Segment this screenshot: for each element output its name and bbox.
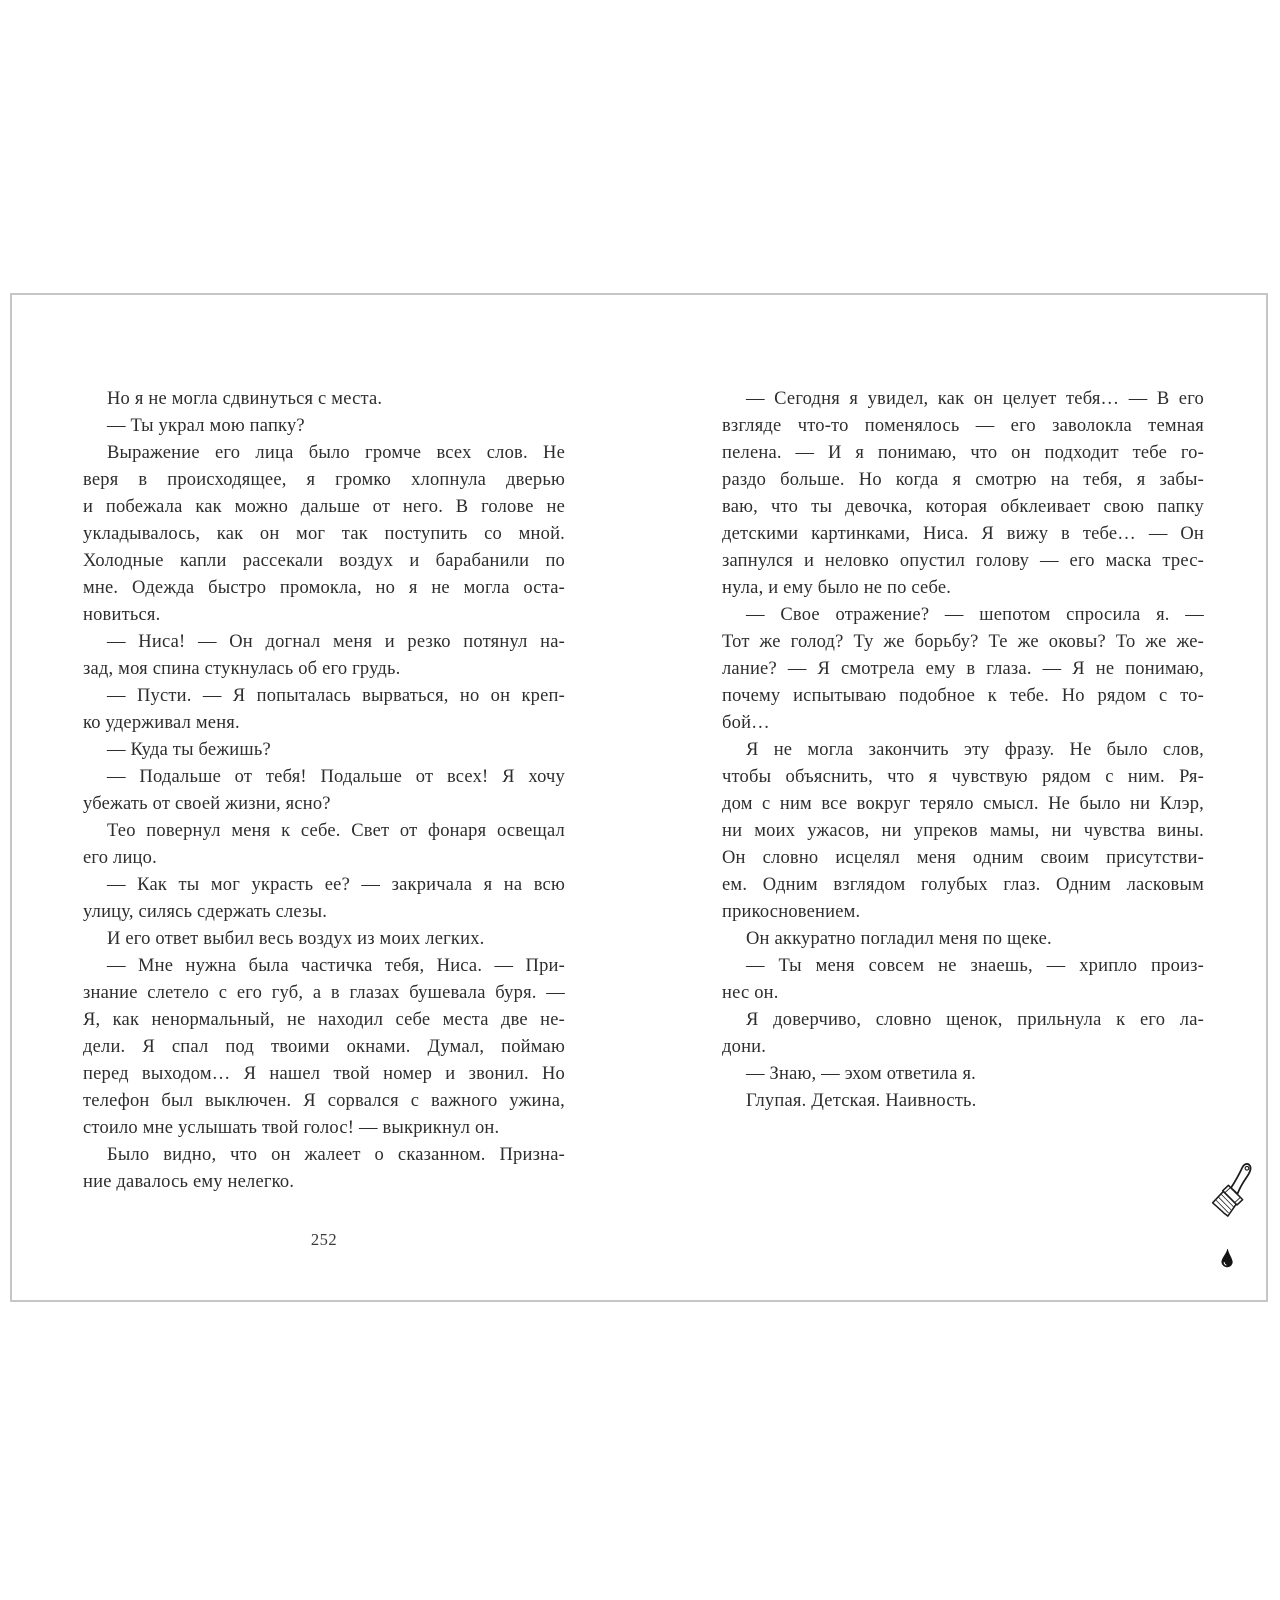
text-line: Было видно, что он жалеет о сказанном. Призна- <box>107 1145 565 1165</box>
paintbrush-icon <box>1206 1161 1266 1219</box>
text-line: — Свое отражение? — шепотом спросила я. — <box>746 605 1204 625</box>
text-line: — Подальше от тебя! Подальше от всех! Я хочу <box>107 767 565 787</box>
text-line: Тео повернул меня к себе. Свет от фонаря освещал <box>107 821 565 841</box>
paragraph <box>722 1007 1204 1061</box>
paragraph <box>722 602 1204 737</box>
text-line: нес он. <box>722 983 779 1003</box>
text-line: — Мне нужна была частичка тебя, Ниса. — При- <box>107 956 565 976</box>
text-line: дони. <box>722 1037 767 1057</box>
text-line: укладывалось, как он мог так поступить со мной. <box>83 524 565 544</box>
text-line: новиться. <box>83 605 161 625</box>
text-line: стоило мне услышать твой голос! — выкрикнул он. <box>83 1118 500 1138</box>
text-line: знание слетело с его губ, а в глазах бушевала буря. — <box>83 983 565 1003</box>
left-page-text <box>83 386 565 1196</box>
paragraph <box>83 872 565 926</box>
text-line: Холодные капли рассекали воздух и барабанили по <box>83 551 565 571</box>
paragraph <box>83 737 565 764</box>
paragraph <box>83 413 565 440</box>
text-line: веря в происходящее, я громко хлопнула дверью <box>83 470 565 490</box>
text-line: Выражение его лица было громче всех слов. Не <box>107 443 565 463</box>
paragraph <box>83 818 565 872</box>
text-line: раздо больше. Но когда я смотрю на тебя, я забы- <box>722 470 1204 490</box>
paragraph <box>722 1061 1204 1088</box>
text-line: Я, как ненормальный, не находил себе места две не- <box>83 1010 565 1030</box>
paragraph <box>722 926 1204 953</box>
text-line: прикосновением. <box>722 902 861 922</box>
text-line: — Ты украл мою папку? <box>107 416 305 436</box>
text-line: нула, и ему было не по себе. <box>722 578 952 598</box>
paint-drop-icon <box>1219 1248 1235 1270</box>
text-line: — Как ты мог украсть ее? — закричала я на всю <box>107 875 565 895</box>
paragraph <box>722 1088 1204 1115</box>
text-line: ваю, что ты девочка, которая обклеивает свою папку <box>722 497 1204 517</box>
text-line: почему испытываю подобное к тебе. Но рядом с то- <box>722 686 1204 706</box>
paragraph <box>722 953 1204 1007</box>
text-line: его лицо. <box>83 848 157 868</box>
text-line: И его ответ выбил весь воздух из моих легких. <box>107 929 485 949</box>
page-number: 252 <box>310 1230 338 1249</box>
right-page-text <box>722 386 1204 1115</box>
text-line: ко удерживал меня. <box>83 713 240 733</box>
text-line: ем. Одним взглядом голубых глаз. Одним ласковым <box>722 875 1204 895</box>
text-line: и побежала как можно дальше от него. В голове не <box>83 497 565 517</box>
paragraph <box>83 683 565 737</box>
text-line: Глупая. Детская. Наивность. <box>746 1091 977 1111</box>
text-line: дели. Я спал под твоими окнами. Думал, поймаю <box>83 1037 565 1057</box>
text-line: пелена. — И я понимаю, что он подходит тебе го- <box>722 443 1204 463</box>
text-line: лание? — Я смотрела ему в глаза. — Я не понимаю, <box>722 659 1204 679</box>
text-line: Тот же голод? Ту же борьбу? Те же оковы? То же же- <box>722 632 1204 652</box>
text-line: Я доверчиво, словно щенок, прильнула к его ла- <box>746 1010 1204 1030</box>
paragraph <box>83 386 565 413</box>
text-line: ние давалось ему нелегко. <box>83 1172 295 1192</box>
text-line: улицу, силясь сдержать слезы. <box>83 902 328 922</box>
text-line: — Ниса! — Он догнал меня и резко потянул на- <box>107 632 565 652</box>
text-line: зад, моя спина стукнулась об его грудь. <box>83 659 401 679</box>
paragraph <box>83 953 565 1142</box>
paragraph <box>722 386 1204 602</box>
paragraph <box>722 737 1204 926</box>
text-line: — Пусти. — Я попыталась вырваться, но он креп- <box>107 686 565 706</box>
paragraph <box>83 926 565 953</box>
text-line: Но я не могла сдвинуться с места. <box>107 389 383 409</box>
text-line: чтобы объяснить, что я чувствую рядом с ним. Ря- <box>722 767 1204 787</box>
text-line: убежать от своей жизни, ясно? <box>83 794 331 814</box>
text-line: взгляде что-то поменялось — его заволокла темная <box>722 416 1204 436</box>
text-line: дом с ним все вокруг теряло смысл. Не было ни Клэр, <box>722 794 1204 814</box>
text-line: — Знаю, — эхом ответила я. <box>746 1064 977 1084</box>
paragraph <box>83 629 565 683</box>
text-line: мне. Одежда быстро промокла, но я не могла оста- <box>83 578 565 598</box>
text-line: телефон был выключен. Я сорвался с важного ужина, <box>83 1091 565 1111</box>
text-line: Он словно исцелял меня одним своим присутстви- <box>722 848 1204 868</box>
paragraph <box>83 764 565 818</box>
text-line: детскими картинками, Ниса. Я вижу в тебе… — Он <box>722 524 1204 544</box>
text-line: Я не могла закончить эту фразу. Не было слов, <box>746 740 1204 760</box>
text-line: Он аккуратно погладил меня по щеке. <box>746 929 1052 949</box>
text-line: — Сегодня я увидел, как он целует тебя… — В его <box>746 389 1204 409</box>
text-line: ни моих ужасов, ни упреков мамы, ни чувства вины. <box>722 821 1204 841</box>
text-line: перед выходом… Я нашел твой номер и звонил. Но <box>83 1064 565 1084</box>
page-spread <box>10 293 1268 1302</box>
paragraph <box>83 1142 565 1196</box>
text-line: — Куда ты бежишь? <box>107 740 271 760</box>
paragraph <box>83 440 565 629</box>
text-line: запнулся и неловко опустил голову — его маска трес- <box>722 551 1204 571</box>
text-line: — Ты меня совсем не знаешь, — хрипло произ- <box>746 956 1204 976</box>
text-line: бой… <box>722 713 770 733</box>
